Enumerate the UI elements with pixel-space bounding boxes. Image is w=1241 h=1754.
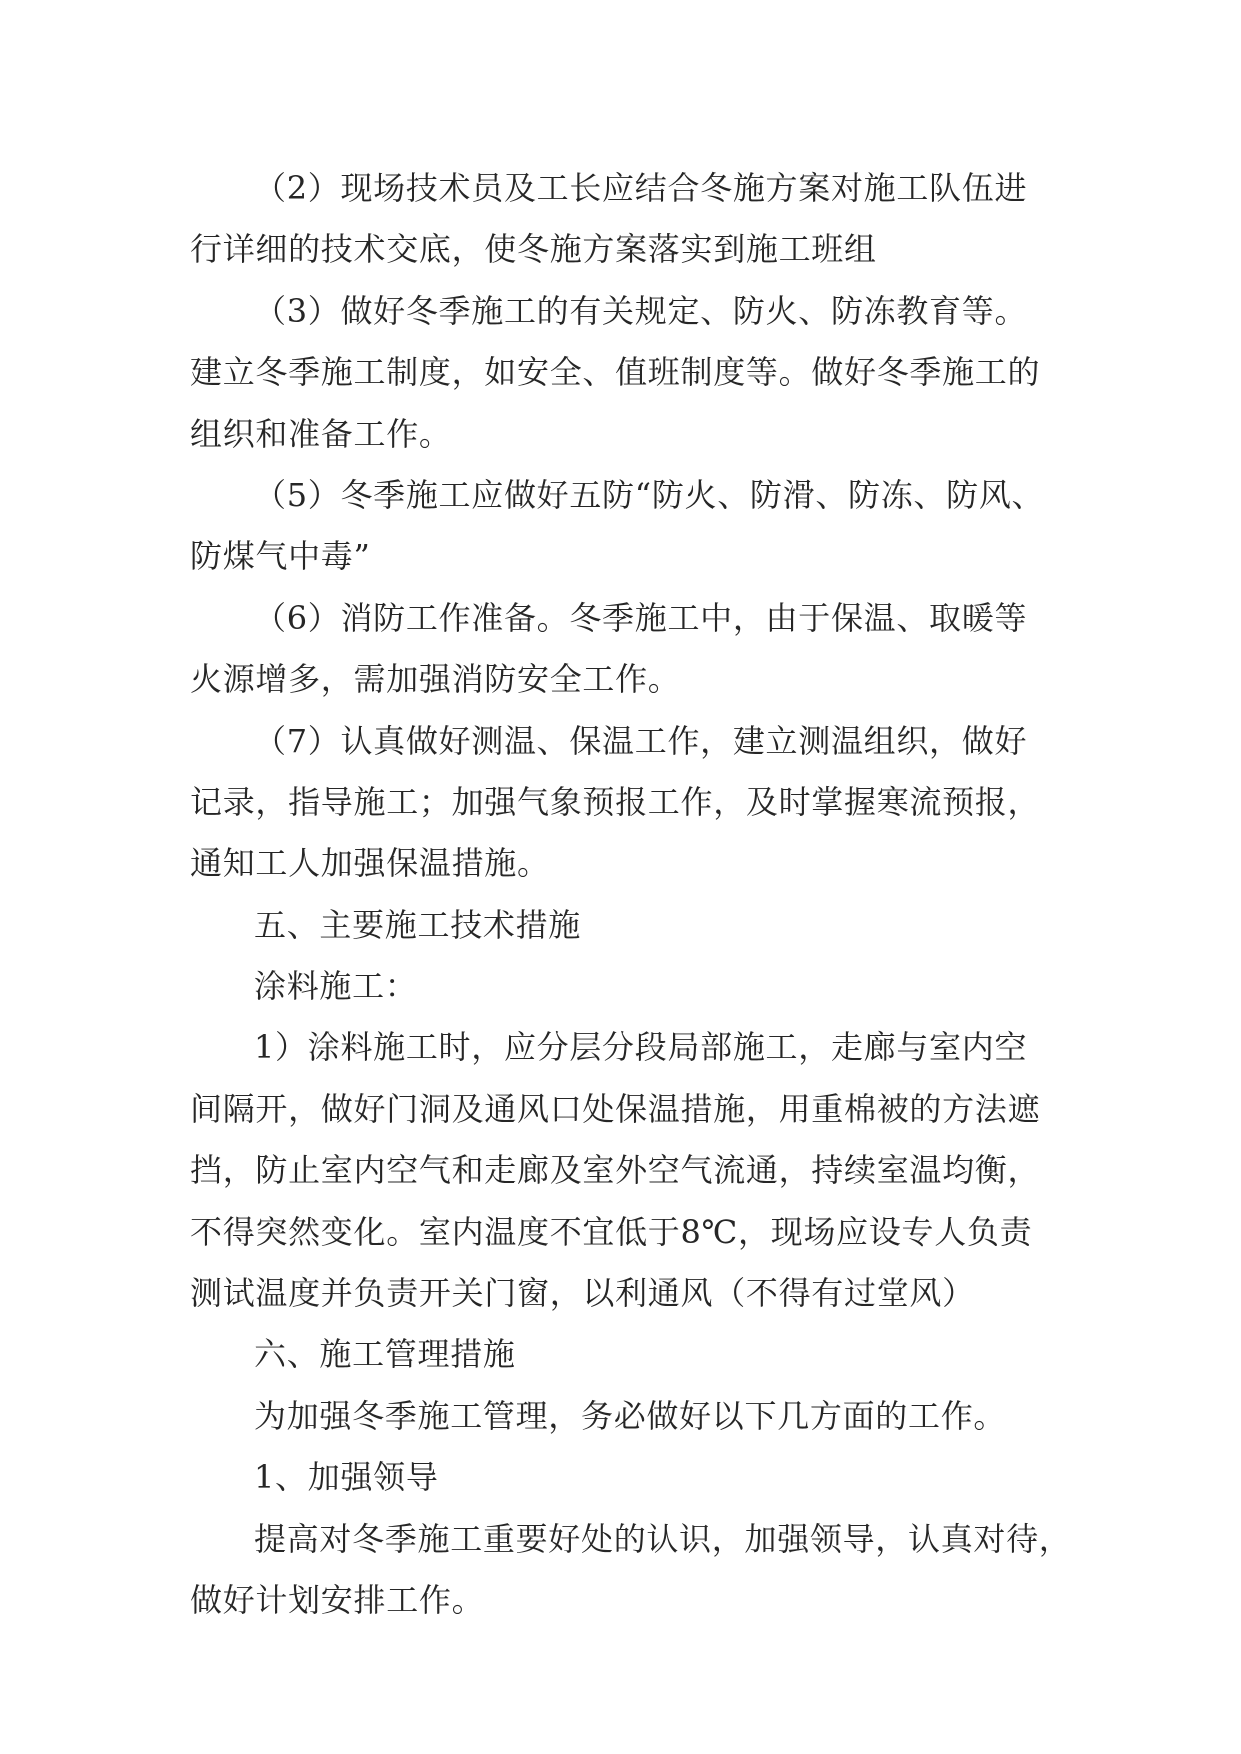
paragraph-line: （5）冬季施工应做好五防“防火、防滑、防冻、防风、 <box>254 475 1045 514</box>
paragraph-line: 测试温度并负责开关门窗，以利通风（不得有过堂风） <box>190 1274 975 1313</box>
paragraph-line: 挡，防止室内空气和走廊及室外空气流通，持续室温均衡， <box>190 1151 1041 1190</box>
paragraph-line: 1）涂料施工时，应分层分段局部施工，走廊与室内空 <box>254 1028 1028 1067</box>
paragraph-line: （3）做好冬季施工的有关规定、防火、防冻教育等。 <box>254 291 1028 330</box>
subsection-heading: 涂料施工： <box>254 967 418 1006</box>
paragraph-line: 建立冬季施工制度，如安全、值班制度等。做好冬季施工的 <box>190 353 1041 392</box>
paragraph-line: （7）认真做好测温、保温工作，建立测温组织，做好 <box>254 721 1028 760</box>
paragraph-line: 记录，指导施工；加强气象预报工作，及时掌握寒流预报， <box>190 782 1041 821</box>
paragraph-line: 组织和准备工作。 <box>190 414 452 453</box>
subsection-heading: 1、加强领导 <box>254 1458 439 1497</box>
document-body <box>190 158 1072 1631</box>
paragraph-line: 为加强冬季施工管理，务必做好以下几方面的工作。 <box>254 1396 1007 1435</box>
paragraph-line: 提高对冬季施工重要好处的认识，加强领导，认真对待， <box>254 1519 1072 1558</box>
paragraph-line: 做好计划安排工作。 <box>190 1580 485 1619</box>
paragraph-line: 行详细的技术交底，使冬施方案落实到施工班组 <box>190 230 877 269</box>
paragraph-line: （2）现场技术员及工长应结合冬施方案对施工队伍进 <box>254 169 1028 207</box>
section-heading: 六、施工管理措施 <box>254 1335 516 1374</box>
paragraph-line: 火源增多，需加强消防安全工作。 <box>190 660 681 699</box>
paragraph-line: 防煤气中毒” <box>190 537 371 576</box>
paragraph-line: 不得突然变化。室内温度不宜低于8℃，现场应设专人负责 <box>190 1212 1033 1251</box>
paragraph-line: 间隔开，做好门洞及通风口处保温措施，用重棉被的方法遮 <box>190 1089 1041 1128</box>
paragraph-line: （6）消防工作准备。冬季施工中，由于保温、取暖等 <box>254 598 1028 637</box>
paragraph-line: 通知工人加强保温措施。 <box>190 844 550 883</box>
section-heading: 五、主要施工技术措施 <box>254 905 582 944</box>
